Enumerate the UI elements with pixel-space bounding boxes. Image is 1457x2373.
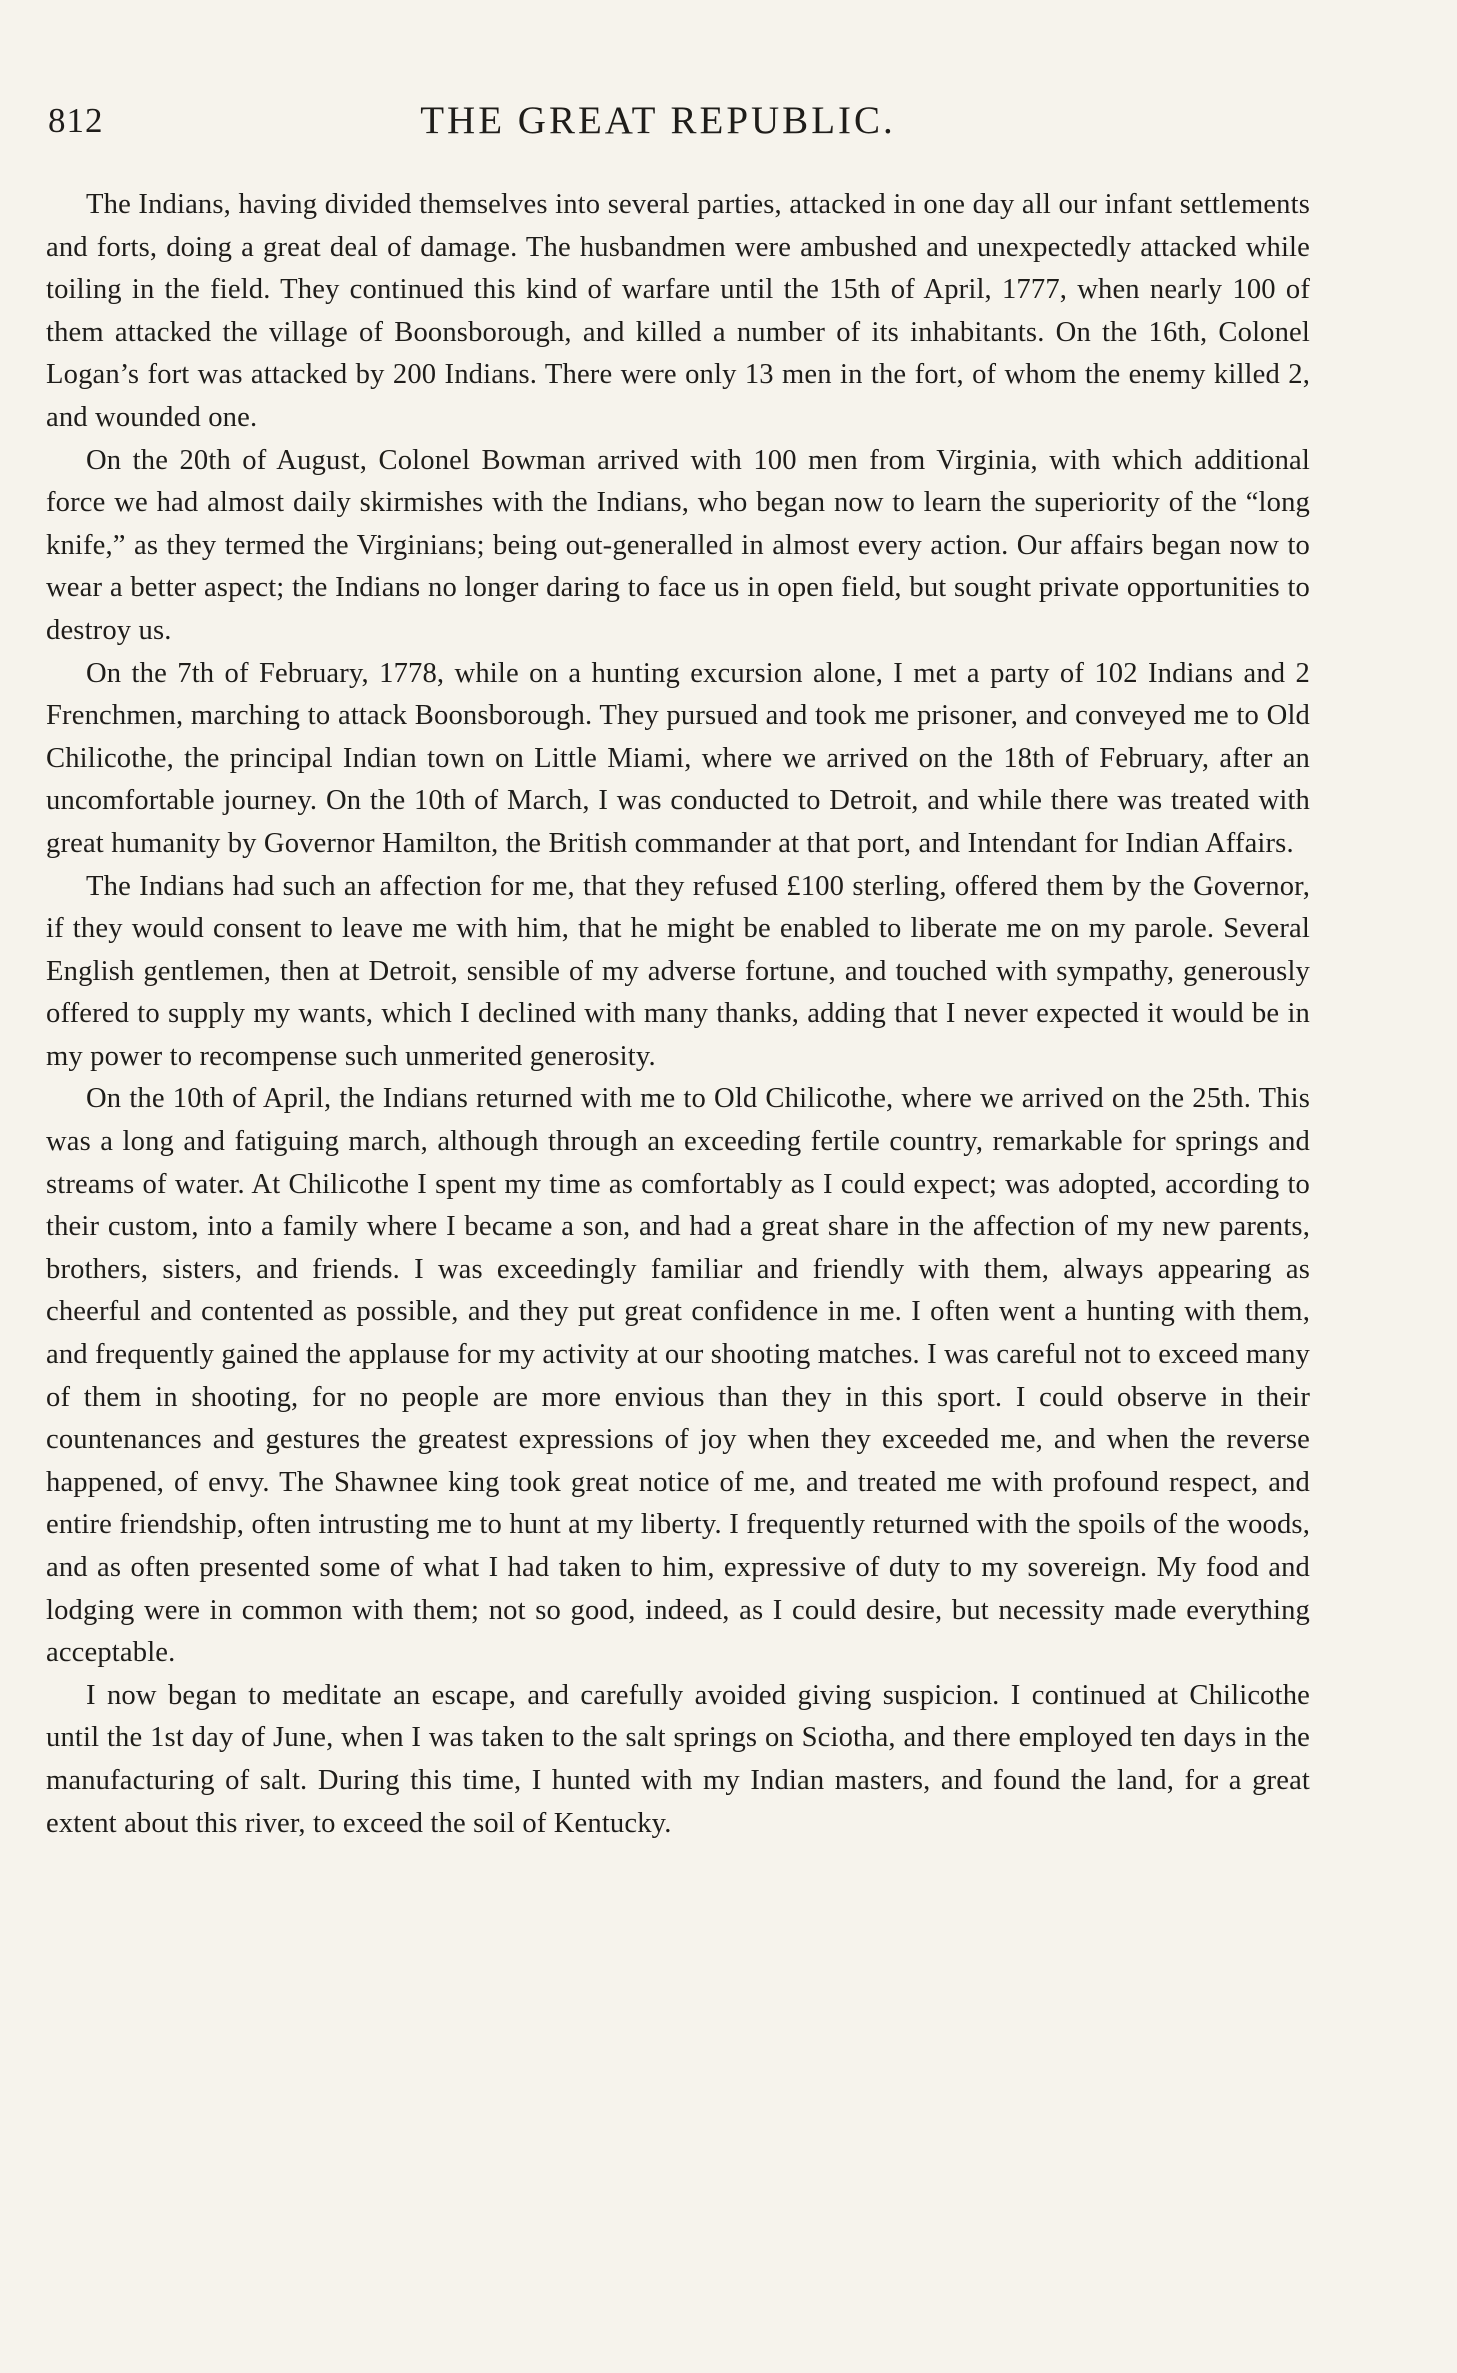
body-text <box>46 184 1310 1845</box>
paragraph-chilicothe-adoption: On the 10th of April, the Indians returned with me to Old Chilicothe, where we arrived on the 25th. This was a long and fatiguing march, although through an exceeding fertile country, remarkable for springs and streams of water. At Chilicothe I spent my time as comfortably as I could expect; was adopted, according to their custom, into a family where I became a son, and had a great share in the affection of my new parents, brothers, sisters, and friends. I was exceedingly familiar and friendly with them, always appearing as cheerful and contented as possible, and they put great confidence in me. I often went a hunting with them, and frequently gained the applause for my activity at our shooting matches. I was careful not to exceed many of them in shooting, for no people are more envious than they in this sport. I could observe in their countenances and gestures the greatest expressions of joy when they exceeded me, and when the reverse happened, of envy. The Shawnee king took great notice of me, and treated me with profound respect, and entire friendship, often intrusting me to hunt at my liberty. I frequently returned with the spoils of the woods, and as often presented some of what I had taken to him, expressive of duty to my sovereign. My food and lodging were in common with them; not so good, indeed, as I could desire, but necessity made everything acceptable. <box>46 1083 1310 1669</box>
running-title: THE GREAT REPUBLIC. <box>420 99 896 142</box>
page-header <box>48 98 1308 148</box>
paragraph-detroit: The Indians had such an affection for me, that they refused £100 sterling, offered them by the Governor, if they would consent to leave me with him, that he might be enabled to liberate me on my parole. Several English gentlemen, then at Detroit, sensible of my adverse fortune, and touched with sympathy, generously offered to supply my wants, which I declined with many thanks, adding that I never expected it would be in my power to recompense such unmerited generosity. <box>46 870 1310 1072</box>
page-number: 812 <box>48 101 104 140</box>
paragraph-escape-plan: I now began to meditate an escape, and carefully avoided giving suspicion. I continued at Chilicothe until the 1st day of June, when I was taken to the salt springs on Sciotha, and there employed ten days in the manufacturing of salt. During this time, I hunted with my Indian masters, and found the land, for a great extent about this river, to exceed the soil of Kentucky. <box>46 1679 1310 1839</box>
paragraph-indian-raids: The Indians, having divided themselves into several parties, attacked in one day all our infant settlements and forts, doing a great deal of damage. The husbandmen were ambushed and unexpectedly attacked while toiling in the field. They continued this kind of warfare until the 15th of April, 1777, when nearly 100 of them attacked the village of Boonsborough, and killed a number of its inhabitants. On the 16th, Colonel Logan’s fort was attacked by 200 Indians. There were only 13 men in the fort, of whom the enemy killed 2, and wounded one. <box>46 189 1310 433</box>
paragraph-bowman-arrival: On the 20th of August, Colonel Bowman arrived with 100 men from Virginia, with which additional force we had almost daily skirmishes with the Indians, who began now to learn the superiority of the “long knife,” as they termed the Virginians; being out-generalled in almost every action. Our affairs began now to wear a better aspect; the Indians no longer daring to face us in open field, but sought private opportunities to destroy us. <box>46 444 1310 646</box>
paragraph-capture: On the 7th of February, 1778, while on a hunting excursion alone, I met a party of 102 Indians and 2 Frenchmen, marching to attack Boonsborough. They pursued and took me prisoner, and conveyed me to Old Chilicothe, the principal Indian town on Little Miami, where we arrived on the 18th of February, after an uncomfortable journey. On the 10th of March, I was conducted to Detroit, and while there was treated with great humanity by Governor Hamilton, the British commander at that port, and Intendant for Indian Affairs. <box>46 657 1310 859</box>
